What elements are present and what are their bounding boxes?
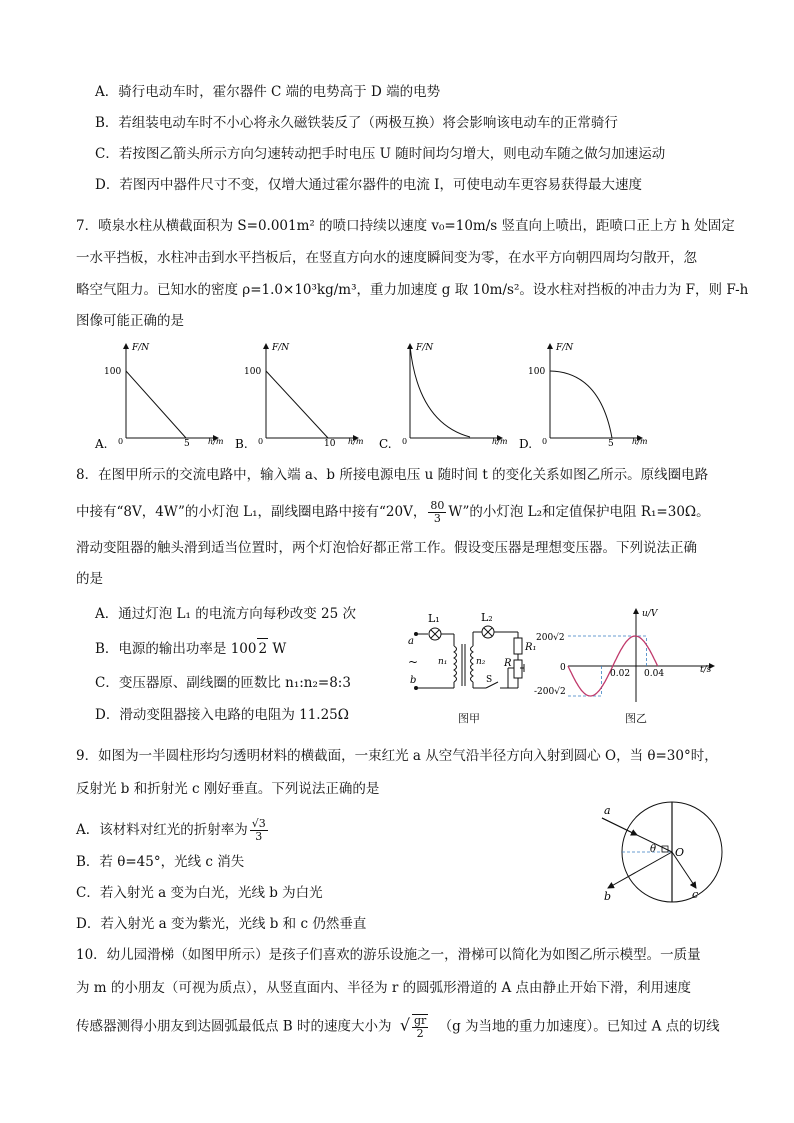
q7-graph-d: [519, 343, 648, 451]
q9-label-theta: θ: [650, 844, 657, 855]
q7-graph-b-yaxis: F/N: [272, 343, 290, 353]
q8-wave-yaxis: u/V: [642, 609, 658, 619]
q10-sqrt-expression: √ $\frac{gr}{2}$: [399, 1014, 427, 1040]
q8-label-n1: n₁: [438, 657, 448, 667]
q8-label-a: a: [408, 636, 414, 647]
q8-fig1-caption: 图甲: [458, 712, 480, 725]
q8-circuit-diagram: [402, 608, 537, 708]
q8-fig2-caption: 图乙: [625, 712, 647, 725]
q7-graph-c: [379, 343, 508, 451]
q9-option-a: A．该材料对红光的折射率为 $\frac{√3}{3}$: [76, 817, 266, 843]
q8-label-source: ~: [408, 655, 419, 669]
q8-label-l1: L₁: [428, 612, 440, 625]
q6-option-c: C．若按图乙箭头所示方向匀速转动把手时电压 U 随时间均匀增大，则电动车随之做匀加速运动: [95, 146, 666, 162]
q7-graph-c-label: C.: [379, 437, 392, 451]
q7-graph-a-label: A.: [95, 437, 108, 451]
q8-stem-line2: [76, 500, 710, 525]
q7-graph-d-yaxis: F/N: [556, 343, 574, 353]
q8-wave-origin: 0: [560, 663, 566, 673]
q7-stem-line3: 略空气阻力。已知水的密度 ρ=1.0×10³kg/m³，重力加速度 g 取 10m/s²。设水柱对挡板的冲击力为 F，则 F-h: [76, 282, 749, 298]
q7-graph-a-xaxis: h/m: [208, 437, 224, 446]
q7-graph-d-origin: 0: [542, 437, 548, 446]
q8-waveform-chart: [534, 606, 724, 706]
q8-line2-b: W”的小灯泡 L₂和定值保护电阻 R₁=30Ω。: [448, 504, 710, 520]
q10-stem-line2: 为 m 的小朋友（可视为质点），从竖直面内、半径为 r 的圆弧形滑道的 A 点由静止开始下滑，利用速度: [76, 980, 692, 996]
q8-power-fraction: $\frac{80}{3}$: [430, 499, 445, 525]
q7-graph-b-yval: 100: [244, 367, 262, 377]
q7-graph-d-yval: 100: [528, 367, 546, 377]
q9-semicircle-diagram: [590, 800, 730, 910]
q8-label-switch: S: [486, 675, 493, 685]
q7-graph-d-xend: 5: [608, 439, 614, 449]
q7-graph-a: [94, 343, 224, 451]
q7-graph-a-yaxis: F/N: [132, 343, 150, 353]
q8-line2-a: 中接有“8V，4W”的小灯泡 L₁，副线圈电路中接有“20V，: [76, 504, 427, 520]
q9-label-o: O: [675, 846, 685, 859]
q9-label-c: c: [692, 888, 699, 901]
q7-graph-b-xend: 10: [324, 439, 336, 449]
q7-graph-d-label: D.: [519, 437, 533, 451]
q7-graph-b-label: B.: [235, 437, 248, 451]
q7-stem-line2: 一水平挡板，水柱冲击到水平挡板后，在竖直方向水的速度瞬间变为零，在水平方向朝四周均匀散开，忽: [76, 250, 697, 266]
q7-graph-c-xaxis: h/m: [492, 437, 508, 446]
q9-option-b: B．若 θ=45°，光线 c 消失: [76, 854, 245, 870]
q8-wave-t1: 0.02: [610, 669, 631, 679]
q8-stem-line3: 滑动变阻器的触头滑到适当位置时，两个灯泡恰好都正常工作。假设变压器是理想变压器。下列说法正确: [76, 540, 697, 556]
q7-graph-a-yval: 100: [104, 367, 122, 377]
q8-wave-t2: 0.04: [644, 669, 665, 679]
q6-option-a: A．骑行电动车时，霍尔器件 C 端的电势高于 D 端的电势: [95, 84, 441, 100]
q6-option-d: D．若图丙中器件尺寸不变，仅增大通过霍尔器件的电流 I，可使电动车更容易获得最大速度: [95, 177, 642, 193]
q8-label-b: b: [410, 675, 417, 686]
q9-stem-line2: 反射光 b 和折射光 c 刚好垂直。下列说法正确的是: [76, 781, 380, 797]
q8-option-b: B．电源的输出功率是 100 2 W: [95, 638, 286, 659]
q6-option-b: B．若组装电动车时不小心将永久磁铁装反了（两极互换）将会影响该电动车的正常骑行: [95, 115, 618, 131]
q8-stem-line4: 的是: [76, 571, 103, 587]
q7-stem-line1: 7．喷泉水柱从横截面积为 S=0.001m² 的喷口持续以速度 v₀=10m/s 竖直向上喷出，距喷口正上方 h 处固定: [76, 218, 735, 234]
q7-stem-line4: 图像可能正确的是: [76, 313, 184, 329]
q8-option-a: A．通过灯泡 L₁ 的电流方向每秒改变 25 次: [95, 606, 356, 622]
q8-option-c: C．变压器原、副线圈的匝数比 n₁:n₂=8:3: [95, 675, 351, 691]
q7-graphs: [90, 338, 660, 453]
q10-stem-line3: 传感器测得小朋友到达圆弧最低点 B 时的速度大小为 √ $\frac{gr}{2}$ （g 为当地的重力加速度）。已知过 A 点的切线: [76, 1014, 720, 1040]
q8-label-l2: L₂: [481, 611, 493, 624]
q8-wave-xaxis: t/s: [700, 665, 712, 675]
q10-stem-line1: 10．幼儿园滑梯（如图甲所示）是孩子们喜欢的游乐设施之一，滑梯可以简化为如图乙所示模型。一质量: [76, 947, 701, 963]
q8-wave-ymin: -200√2: [534, 687, 566, 697]
q9-stem-line1: 9．如图为一半圆柱形均匀透明材料的横截面，一束红光 a 从空气沿半径方向入射到圆心 O，当 θ=30°时，: [76, 748, 718, 764]
q7-graph-c-curve: [410, 346, 470, 437]
wave-y-arrow: [633, 608, 639, 614]
q8-stem-line1: 8．在图甲所示的交流电路中，输入端 a、b 所接电源电压 u 随时间 t 的变化关系如图乙所示。原线圈电路: [76, 467, 709, 483]
q7-graph-b-curve: [266, 371, 328, 438]
q7-graph-a-xend: 5: [184, 439, 190, 449]
q8-wave-ymax: 200√2: [536, 633, 565, 643]
q8-label-r: R: [504, 658, 512, 669]
q7-graph-b-origin: 0: [258, 437, 264, 446]
q7-graph-a-origin: 0: [118, 437, 124, 446]
q7-graph-c-origin: 0: [402, 437, 408, 446]
q9-option-c: C．若入射光 a 变为白光，光线 b 为白光: [76, 885, 323, 901]
q7-graph-b-xaxis: h/m: [348, 437, 364, 446]
q7-graph-d-xaxis: h/m: [632, 437, 648, 446]
q9-option-d: D．若入射光 a 变为紫光，光线 b 和 c 仍然垂直: [76, 916, 367, 932]
q7-graph-c-yaxis: F/N: [416, 343, 434, 353]
q7-graph-d-curve: [550, 371, 612, 438]
q8-label-r1: R₁: [525, 642, 537, 653]
q7-graph-a-curve: [126, 371, 186, 438]
q8-option-d: D．滑动变阻器接入电路的电阻为 11.25Ω: [95, 707, 349, 723]
q9-label-a: a: [604, 804, 611, 817]
q9-label-b: b: [604, 890, 612, 903]
q8-label-n2: n₂: [476, 657, 486, 667]
q7-graph-b: [235, 343, 364, 451]
